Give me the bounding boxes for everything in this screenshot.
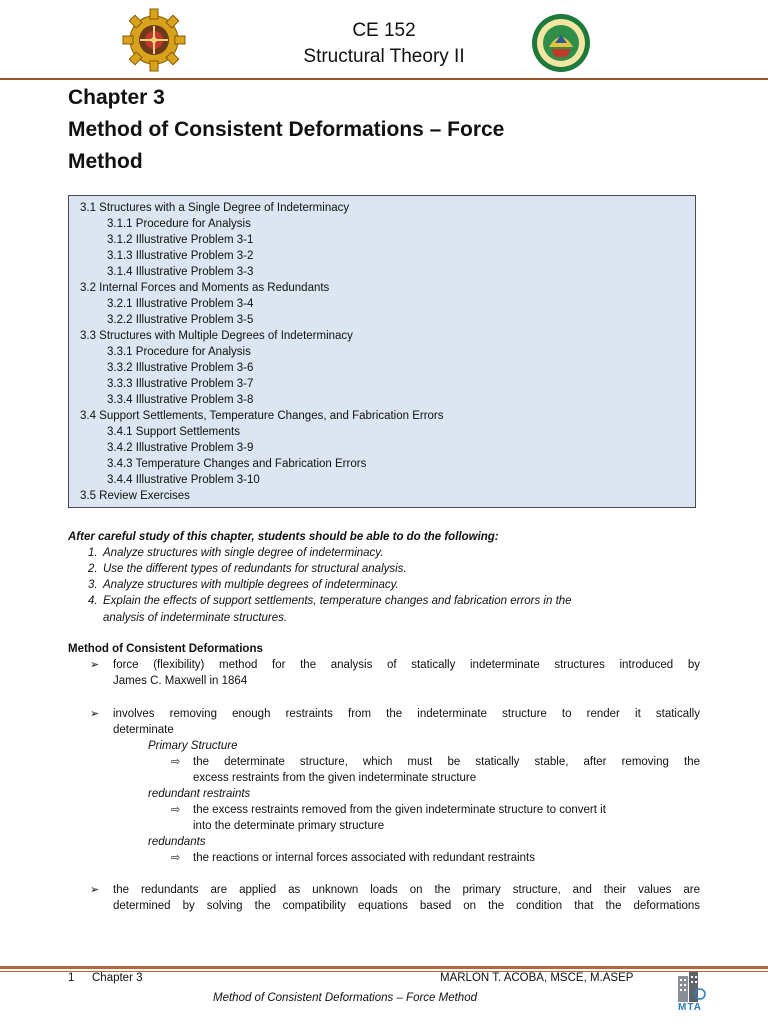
- definition-2-line-1: the excess restraints removed from the given indeterminate structure to convert it: [193, 804, 606, 816]
- bullet-2-line-2: determinate: [113, 724, 174, 736]
- footer-subtitle: Method of Consistent Deformations – Force Method: [213, 992, 477, 1004]
- objective-number: 3.: [88, 579, 98, 591]
- arrowhead-bullet-icon: ➢: [90, 659, 100, 671]
- chapter-title-line-1: Method of Consistent Deformations – Force: [68, 118, 505, 141]
- toc-entry: 3.4.1 Support Settlements: [107, 426, 240, 438]
- page-number: 1: [68, 972, 75, 984]
- toc-entry: 3.1.2 Illustrative Problem 3-1: [107, 234, 254, 246]
- toc-entry: 3.1 Structures with a Single Degree of Indeterminacy: [80, 202, 350, 214]
- objective-item: Explain the effects of support settlements, temperature changes and fabrication errors in the: [103, 595, 572, 607]
- toc-entry: 3.4.3 Temperature Changes and Fabrication Errors: [107, 458, 367, 470]
- toc-entry: 3.3.2 Illustrative Problem 3-6: [107, 362, 254, 374]
- toc-entry: 3.3.3 Illustrative Problem 3-7: [107, 378, 254, 390]
- toc-entry: 3.2.2 Illustrative Problem 3-5: [107, 314, 254, 326]
- toc-entry: 3.3.1 Procedure for Analysis: [107, 346, 251, 358]
- definition-2-line-2: into the determinate primary structure: [193, 820, 385, 832]
- term-primary-structure: Primary Structure: [148, 740, 238, 752]
- hollow-arrow-icon: ⇨: [171, 804, 181, 816]
- footer-author: MARLON T. ACOBA, MSCE, M.ASEP: [440, 972, 634, 984]
- objective-number: 1.: [88, 547, 98, 559]
- toc-entry: 3.1.4 Illustrative Problem 3-3: [107, 266, 254, 278]
- footer-chapter: Chapter 3: [92, 972, 143, 984]
- university-seal-icon: [531, 13, 591, 73]
- footer-rule: [0, 966, 768, 969]
- toc-entry: 3.1.1 Procedure for Analysis: [107, 218, 251, 230]
- hollow-arrow-icon: ⇨: [171, 852, 181, 864]
- term-redundants: redundants: [148, 836, 206, 848]
- bullet-3-line-1: the redundants are applied as unknown loads on the primary structure, and their values are: [113, 884, 700, 896]
- bullet-3-line-2: determined by solving the compatibility equations based on the condition that the deformations: [113, 900, 700, 912]
- table-of-contents: [68, 195, 696, 508]
- bullet-1-line-1: force (flexibility) method for the analysis of statically indeterminate structures introduced by: [113, 659, 700, 671]
- chapter-title-line-2: Method: [68, 150, 143, 173]
- toc-entry: 3.3.4 Illustrative Problem 3-8: [107, 394, 254, 406]
- objective-item-4-continued: analysis of indeterminate structures.: [103, 612, 288, 624]
- bullet-1-line-2: James C. Maxwell in 1864: [113, 675, 248, 687]
- toc-entry: 3.2.1 Illustrative Problem 3-4: [107, 298, 254, 310]
- course-title: Structural Theory II: [303, 46, 465, 67]
- arrowhead-bullet-icon: ➢: [90, 708, 100, 720]
- definition-1-line-1: the determinate structure, which must be statically stable, after removing the: [193, 756, 700, 768]
- objective-item: Analyze structures with single degree of indeterminacy.: [103, 547, 384, 559]
- footer-logo-text: MTA: [678, 1002, 702, 1013]
- section-heading: Method of Consistent Deformations: [68, 643, 263, 655]
- toc-entry: 3.4 Support Settlements, Temperature Changes, and Fabrication Errors: [80, 410, 444, 422]
- course-code: CE 152: [352, 20, 416, 41]
- header-rule: [0, 78, 768, 80]
- toc-entry: 3.1.3 Illustrative Problem 3-2: [107, 250, 254, 262]
- chapter-number: Chapter 3: [68, 86, 165, 109]
- objective-number: 4.: [88, 595, 98, 607]
- toc-entry: 3.4.2 Illustrative Problem 3-9: [107, 442, 254, 454]
- objective-item: Use the different types of redundants for structural analysis.: [103, 563, 407, 575]
- building-logo-icon: [672, 970, 708, 1004]
- term-redundant-restraints: redundant restraints: [148, 788, 251, 800]
- toc-entry: 3.4.4 Illustrative Problem 3-10: [107, 474, 260, 486]
- toc-entry: 3.2 Internal Forces and Moments as Redundants: [80, 282, 330, 294]
- toc-entry: 3.3 Structures with Multiple Degrees of Indeterminacy: [80, 330, 353, 342]
- objective-number: 2.: [88, 563, 98, 575]
- hollow-arrow-icon: ⇨: [171, 756, 181, 768]
- definition-1-line-2: excess restraints from the given indeterminate structure: [193, 772, 477, 784]
- objective-item: Analyze structures with multiple degrees of indeterminacy.: [103, 579, 399, 591]
- toc-entry: 3.5 Review Exercises: [80, 490, 190, 502]
- arrowhead-bullet-icon: ➢: [90, 884, 100, 896]
- definition-3-line-1: the reactions or internal forces associated with redundant restraints: [193, 852, 535, 864]
- bullet-2-line-1: involves removing enough restraints from the indeterminate structure to render it statically: [113, 708, 700, 720]
- objectives-intro: After careful study of this chapter, students should be able to do the following:: [68, 531, 499, 543]
